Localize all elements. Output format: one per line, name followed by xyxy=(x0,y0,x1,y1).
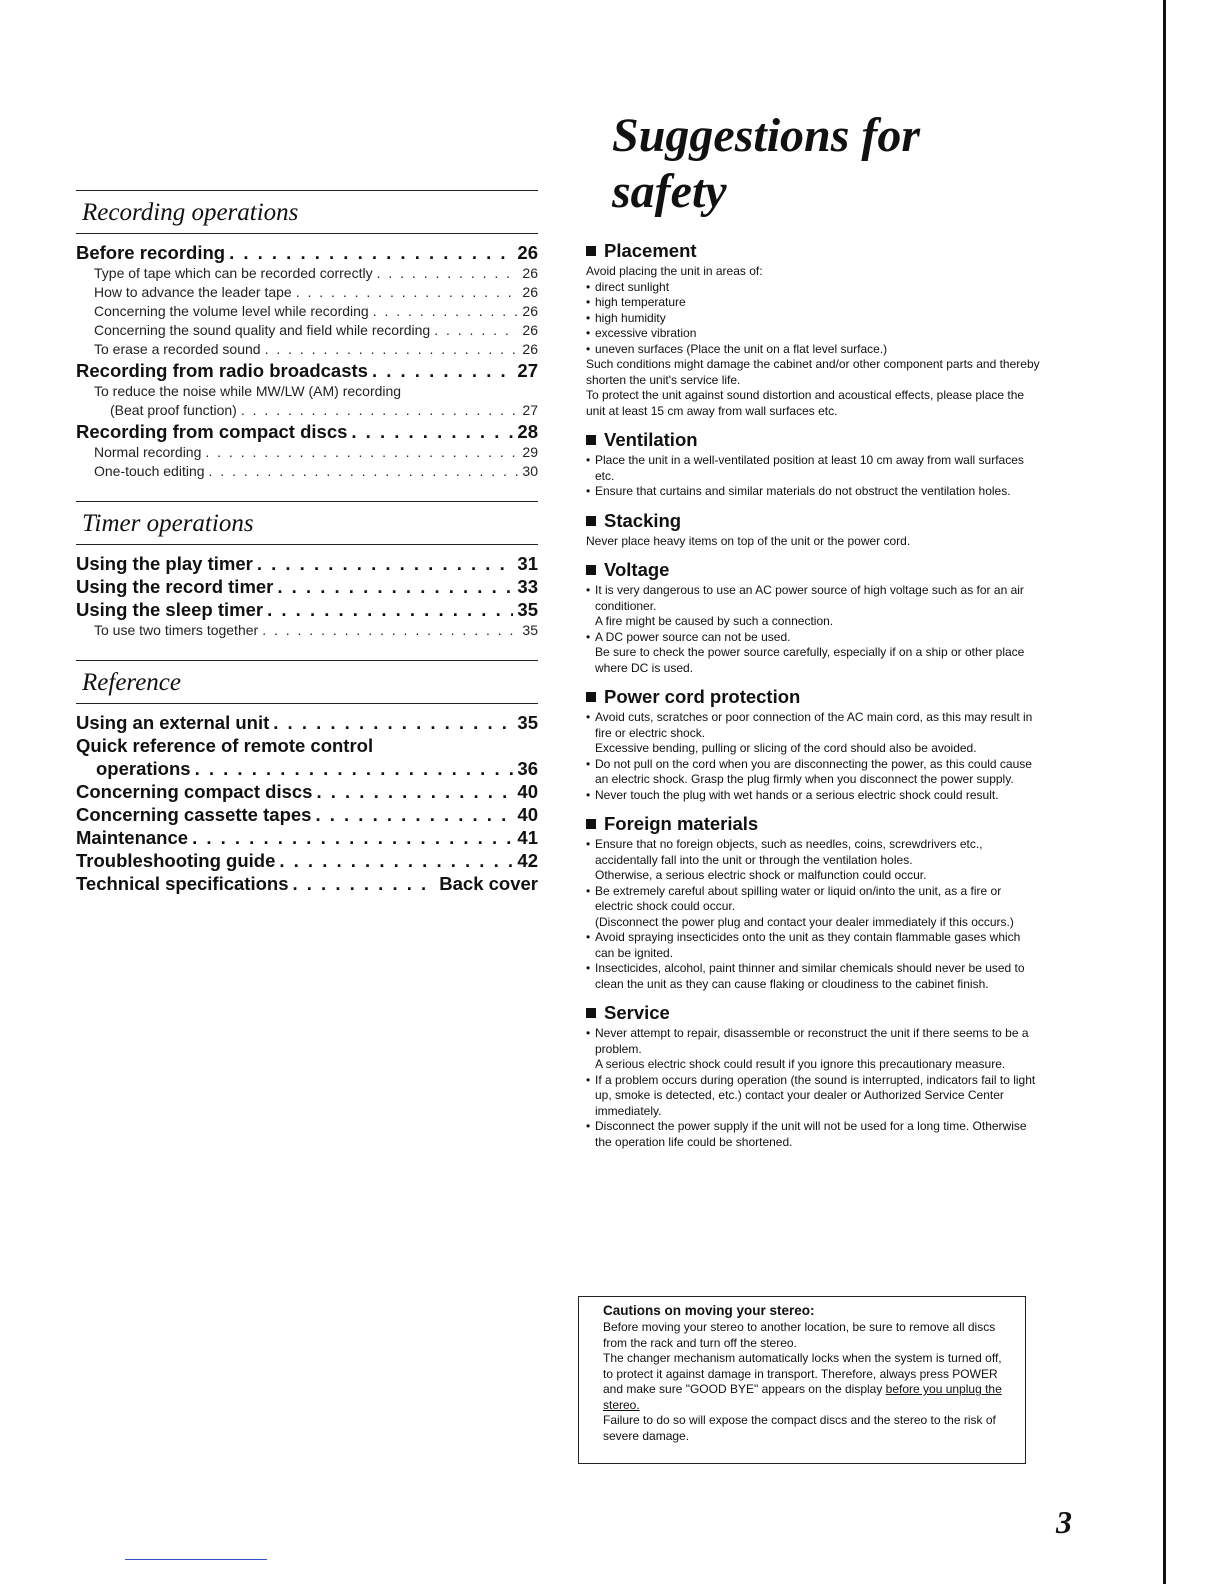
heading-power-cord: Power cord protection xyxy=(586,686,1040,708)
toc-subitem[interactable]: (Beat proof function) . . . 27 xyxy=(76,401,538,420)
toc-item-cassette-tapes[interactable]: Concerning cassette tapes . . . 40 xyxy=(76,804,538,826)
toc-item-maintenance[interactable]: Maintenance . . . 41 xyxy=(76,827,538,849)
paragraph: Such conditions might damage the cabinet and/or other component parts and thereby shorten the unit's service life. xyxy=(586,357,1040,387)
bullet-item: • Place the unit in a well-ventilated position at least 10 cm away from wall surfaces etc. xyxy=(586,453,1040,484)
toc-item-radio[interactable]: Recording from radio broadcasts . . . 27 xyxy=(76,360,538,382)
caution-emphasis: before you unplug the stereo. xyxy=(603,1382,1002,1412)
heading-voltage: Voltage xyxy=(586,559,1040,581)
bullet-item: • It is very dangerous to use an AC power source of high voltage such as for an air conditioner. xyxy=(586,583,1040,614)
section-timer xyxy=(76,501,538,640)
bullet-item: • Ensure that curtains and similar materials do not obstruct the ventilation holes. xyxy=(586,484,1040,500)
bullet-note: A fire might be caused by such a connection. xyxy=(595,614,834,628)
heading-ventilation: Ventilation xyxy=(586,429,1040,451)
section-title-timer: Timer operations xyxy=(76,501,538,545)
caution-paragraph: Before moving your stereo to another location, be sure to remove all discs from the rack and turn off the stereo. xyxy=(603,1320,996,1350)
bullet-note: Excessive bending, pulling or slicing of the cord should also be avoided. xyxy=(595,741,977,755)
bullet-item: • Ensure that no foreign objects, such as needles, coins, screwdrivers etc., accidentally fall into the unit or through the ventilation holes. xyxy=(586,837,1040,868)
bottom-rule xyxy=(125,1559,267,1560)
bullet-item: • excessive vibration xyxy=(586,326,1040,342)
page-title: Suggestions for safety xyxy=(612,109,921,218)
bullet-note: Otherwise, a serious electric shock or malfunction could occur. xyxy=(595,868,927,882)
contents-column xyxy=(76,190,538,915)
paragraph: Never place heavy items on top of the unit or the power cord. xyxy=(586,533,911,548)
toc-item-cd-recording[interactable]: Recording from compact discs . . . 28 xyxy=(76,421,538,443)
square-bullet-icon xyxy=(586,565,596,575)
toc-subitem[interactable]: How to advance the leader tape . . . 26 xyxy=(76,283,538,302)
square-bullet-icon xyxy=(586,516,596,526)
square-bullet-icon xyxy=(586,246,596,256)
safety-column xyxy=(586,240,1040,1160)
caution-paragraph: The changer mechanism automatically locks when the system is turned off, to protect it against damage in transport. Therefore, always press POWER and make sure "GOOD BYE" appears on the display before you unplug the stereo. xyxy=(603,1351,1002,1412)
section-title-recording: Recording operations xyxy=(76,190,538,234)
toc-item-sleep-timer[interactable]: Using the sleep timer . . . 35 xyxy=(76,599,538,621)
toc-item-quick-reference[interactable]: operations . . . 36 xyxy=(76,758,538,780)
bullet-item: • high humidity xyxy=(586,311,1040,327)
heading-foreign-materials: Foreign materials xyxy=(586,813,1040,835)
toc-subitem-heading: To reduce the noise while MW/LW (AM) recording xyxy=(94,383,402,399)
section-stacking xyxy=(586,510,1040,550)
page-edge-line xyxy=(1163,0,1166,1584)
square-bullet-icon xyxy=(586,435,596,445)
square-bullet-icon xyxy=(586,819,596,829)
toc-item-play-timer[interactable]: Using the play timer . . . 31 xyxy=(76,553,538,575)
bullet-note: Be sure to check the power source carefully, especially if on a ship or other place where DC is used. xyxy=(595,645,1025,675)
heading-service: Service xyxy=(586,1002,1040,1024)
toc-subitem[interactable]: Type of tape which can be recorded correctly . . . 26 xyxy=(76,264,538,283)
section-reference xyxy=(76,660,538,895)
caution-paragraph: Failure to do so will expose the compact discs and the stereo to the risk of severe damage. xyxy=(603,1413,996,1443)
toc-subitem[interactable]: Concerning the volume level while recording . . . 26 xyxy=(76,302,538,321)
toc-item-external-unit[interactable]: Using an external unit . . . 35 xyxy=(76,712,538,734)
bullet-item: • Avoid spraying insecticides onto the unit as they contain flammable gases which can be ignited. xyxy=(586,930,1040,961)
bullet-item: • Be extremely careful about spilling water or liquid on/into the unit, as a fire or electric shock could occur. xyxy=(586,884,1040,915)
toc-item-before-recording[interactable]: Before recording . . . 26 xyxy=(76,242,538,264)
toc-item-troubleshooting[interactable]: Troubleshooting guide . . . 42 xyxy=(76,850,538,872)
bullet-item: • If a problem occurs during operation (the sound is interrupted, indicators fail to light up, smoke is detected, etc.) contact your dealer or Authorized Service Center immediately. xyxy=(586,1073,1040,1120)
section-voltage xyxy=(586,559,1040,676)
section-foreign-materials xyxy=(586,813,1040,992)
bullet-note: (Disconnect the power plug and contact your dealer immediately if this occurs.) xyxy=(595,914,1014,929)
section-title-reference: Reference xyxy=(76,660,538,704)
toc-subitem[interactable]: One-touch editing . . . 30 xyxy=(76,462,538,481)
bullet-item: • uneven surfaces (Place the unit on a flat level surface.) xyxy=(586,342,1040,358)
bullet-item: • Do not pull on the cord when you are disconnecting the power, as this could cause an electric shock. Grasp the plug firmly when you disconnect the power supply. xyxy=(586,757,1040,788)
heading-placement: Placement xyxy=(586,240,1040,262)
bullet-item: • direct sunlight xyxy=(586,280,1040,296)
square-bullet-icon xyxy=(586,692,596,702)
page-number: 3 xyxy=(1056,1504,1072,1540)
bullet-item: • Never attempt to repair, disassemble or reconstruct the unit if there seems to be a problem. xyxy=(586,1026,1040,1057)
heading-stacking: Stacking xyxy=(586,510,1040,532)
caution-box xyxy=(578,1296,1026,1464)
bullet-item: • Avoid cuts, scratches or poor connection of the AC main cord, as this may result in fire or electric shock. xyxy=(586,710,1040,741)
bullet-item: • Insecticides, alcohol, paint thinner and similar chemicals should never be used to clean the unit as they can cause flaking or cloudiness to the cabinet finish. xyxy=(586,961,1040,992)
toc-item-compact-discs[interactable]: Concerning compact discs . . . 40 xyxy=(76,781,538,803)
caution-title: Cautions on moving your stereo: xyxy=(603,1303,815,1318)
bullet-item: • high temperature xyxy=(586,295,1040,311)
section-recording xyxy=(76,190,538,481)
bullet-item: • A DC power source can not be used. xyxy=(586,630,1040,646)
bullet-item: • Disconnect the power supply if the unit will not be used for a long time. Otherwise the operation life could be shortened. xyxy=(586,1119,1040,1150)
bullet-item: • Never touch the plug with wet hands or a serious electric shock could result. xyxy=(586,788,1040,804)
square-bullet-icon xyxy=(586,1008,596,1018)
section-service xyxy=(586,1002,1040,1150)
toc-subitem[interactable]: Normal recording . . . 29 xyxy=(76,443,538,462)
toc-subitem[interactable]: To erase a recorded sound . . . 26 xyxy=(76,340,538,359)
section-power-cord xyxy=(586,686,1040,803)
toc-item-specifications[interactable]: Technical specifications . . . Back cover xyxy=(76,873,538,895)
toc-item-quick-reference-heading: Quick reference of remote control xyxy=(76,735,374,756)
toc-item-record-timer[interactable]: Using the record timer . . . 33 xyxy=(76,576,538,598)
toc-subitem[interactable]: To use two timers together . . . 35 xyxy=(76,621,538,640)
section-placement xyxy=(586,240,1040,419)
paragraph: To protect the unit against sound distortion and acoustical effects, please place the unit at least 15 cm away from wall surfaces etc. xyxy=(586,388,1025,418)
paragraph: Avoid placing the unit in areas of: xyxy=(586,264,763,278)
toc-subitem[interactable]: Concerning the sound quality and field while recording . . . 26 xyxy=(76,321,538,340)
bullet-note: A serious electric shock could result if you ignore this precautionary measure. xyxy=(595,1057,1006,1071)
section-ventilation xyxy=(586,429,1040,500)
